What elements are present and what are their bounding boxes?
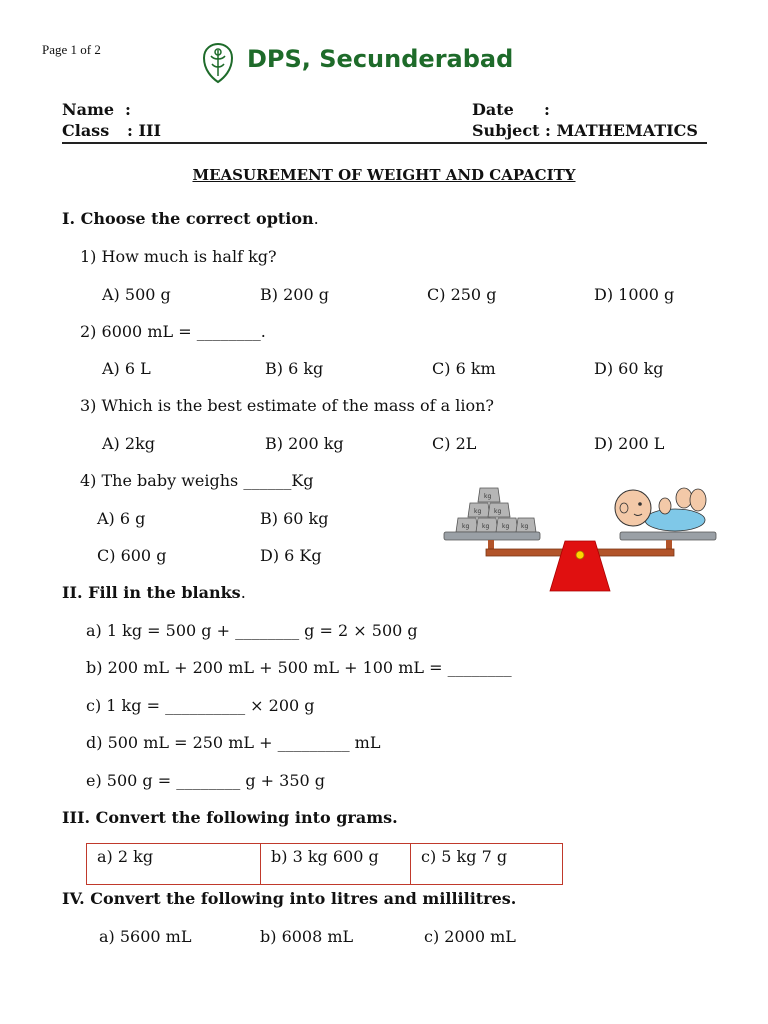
convert-litres-c: c) 2000 mL bbox=[424, 927, 516, 946]
fill-blank-a: a) 1 kg = 500 g + ________ g = 2 × 500 g bbox=[86, 621, 418, 640]
fill-blank-c: c) 1 kg = __________ × 200 g bbox=[86, 696, 315, 715]
q3-option-c: C) 2L bbox=[432, 434, 477, 453]
question-1: 1) How much is half kg? bbox=[80, 247, 277, 266]
svg-text:kg: kg bbox=[474, 508, 482, 515]
convert-cell-b: b) 3 kg 600 g bbox=[261, 844, 411, 885]
svg-text:kg: kg bbox=[482, 523, 490, 530]
section-2-heading: II. Fill in the blanks. bbox=[62, 583, 246, 602]
q2-option-b: B) 6 kg bbox=[265, 359, 324, 378]
class-label: Class bbox=[62, 121, 110, 140]
school-logo-icon bbox=[200, 42, 236, 84]
date-label: Date bbox=[472, 100, 514, 119]
header-divider bbox=[62, 142, 707, 144]
class-value: : III bbox=[127, 121, 161, 140]
fill-blank-e: e) 500 g = ________ g + 350 g bbox=[86, 771, 326, 790]
baby-icon bbox=[615, 488, 706, 531]
q2-option-c: C) 6 km bbox=[432, 359, 496, 378]
q2-option-d: D) 60 kg bbox=[594, 359, 664, 378]
q4-option-b: B) 60 kg bbox=[260, 509, 329, 528]
date-colon: : bbox=[544, 100, 550, 119]
scale-base bbox=[550, 541, 610, 591]
convert-litres-a: a) 5600 mL bbox=[99, 927, 192, 946]
q1-option-d: D) 1000 g bbox=[594, 285, 675, 304]
fill-blank-b: b) 200 mL + 200 mL + 500 mL + 100 mL = ________ bbox=[86, 658, 512, 677]
q4-option-c: C) 600 g bbox=[97, 546, 167, 565]
balance-scale-baby-illustration bbox=[440, 470, 722, 595]
svg-text:kg: kg bbox=[521, 523, 529, 530]
question-2: 2) 6000 mL = ________. bbox=[80, 322, 266, 341]
page-number: Page 1 of 2 bbox=[42, 42, 101, 57]
q3-option-a: A) 2kg bbox=[102, 434, 155, 453]
q1-option-c: C) 250 g bbox=[427, 285, 497, 304]
q1-option-b: B) 200 g bbox=[260, 285, 329, 304]
q3-option-b: B) 200 kg bbox=[265, 434, 344, 453]
subject-label: Subject : MATHEMATICS bbox=[472, 121, 698, 140]
right-pan bbox=[620, 532, 716, 540]
name-label: Name bbox=[62, 100, 115, 119]
question-4: 4) The baby weighs ______Kg bbox=[80, 471, 314, 490]
svg-text:kg: kg bbox=[494, 508, 502, 515]
weight-label: kg bbox=[484, 493, 492, 500]
convert-cell-a: a) 2 kg bbox=[87, 844, 261, 885]
fill-blank-d: d) 500 mL = 250 mL + _________ mL bbox=[86, 733, 381, 752]
convert-litres-b: b) 6008 mL bbox=[260, 927, 354, 946]
q1-option-a: A) 500 g bbox=[102, 285, 171, 304]
q4-option-a: A) 6 g bbox=[97, 509, 146, 528]
svg-text:kg: kg bbox=[502, 523, 510, 530]
q3-option-d: D) 200 L bbox=[594, 434, 665, 453]
school-name: DPS, Secunderabad bbox=[247, 45, 514, 73]
svg-text:kg: kg bbox=[462, 523, 470, 530]
question-3: 3) Which is the best estimate of the mass of a lion? bbox=[80, 396, 494, 415]
q4-option-d: D) 6 Kg bbox=[260, 546, 322, 565]
convert-grams-table bbox=[86, 843, 563, 885]
convert-cell-c: c) 5 kg 7 g bbox=[411, 844, 563, 885]
left-pan bbox=[444, 532, 540, 540]
section-4-heading: IV. Convert the following into litres and millilitres. bbox=[62, 889, 517, 908]
name-colon: : bbox=[125, 100, 131, 119]
section-3-heading: III. Convert the following into grams. bbox=[62, 808, 398, 827]
q2-option-a: A) 6 L bbox=[102, 359, 151, 378]
section-1-heading: I. Choose the correct option. bbox=[62, 209, 319, 228]
worksheet-title: MEASUREMENT OF WEIGHT AND CAPACITY bbox=[192, 166, 576, 184]
